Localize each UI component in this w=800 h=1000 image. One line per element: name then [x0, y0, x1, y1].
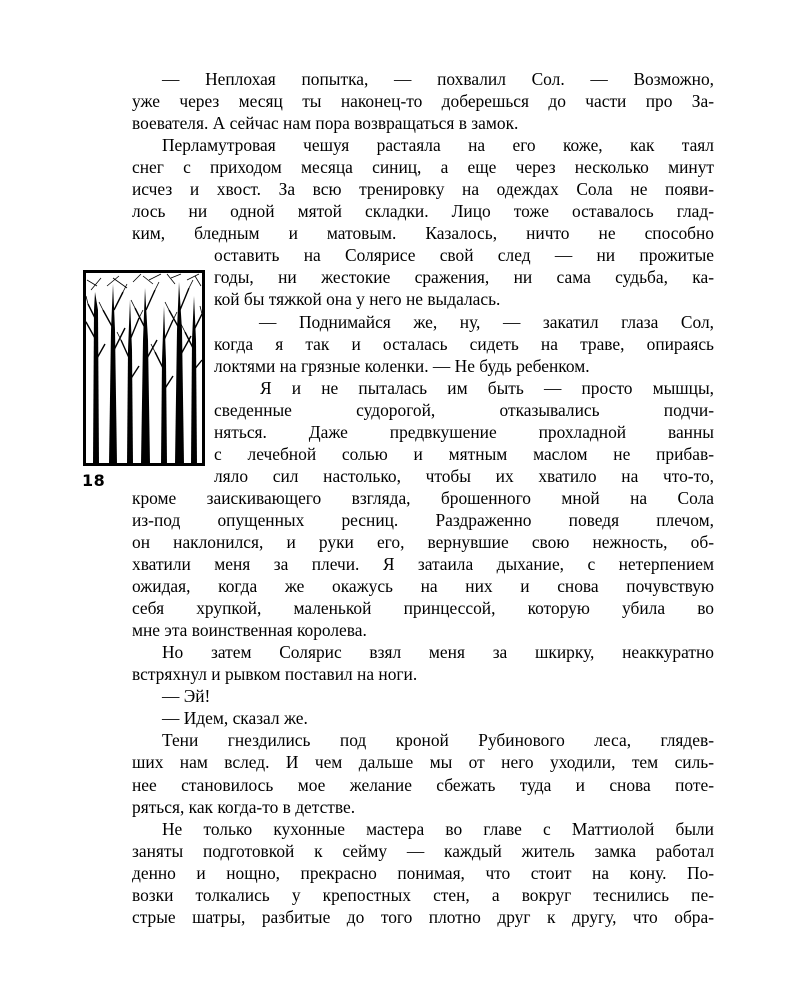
- text-line: годы, ни жестокие сражения, ни сама судьба, ка-: [214, 267, 714, 288]
- text-line: воевателя. А сейчас нам пора возвращаться в замок.: [132, 113, 519, 134]
- text-line: нее становилось мое желание сбежать туда и снова поте-: [132, 774, 714, 795]
- text-line: стрые шатры, разбитые до того плотно друг к другу, что обра-: [132, 906, 714, 927]
- text-line: встряхнул и рывком поставил на ноги.: [132, 664, 418, 685]
- text-line: возки толкались у крепостных стен, а вокруг теснились пе-: [132, 884, 714, 905]
- text-line: ким, бледным и матовым. Казалось, ничто не способно: [132, 223, 714, 244]
- text-line: оставить на Солярисе свой след — ни прожитые: [214, 245, 714, 266]
- text-line: ляло сил настолько, чтобы их хватило на что-то,: [214, 465, 714, 486]
- text-line: Но затем Солярис взял меня за шкирку, неаккуратно: [162, 642, 714, 663]
- text-line: уже через месяц ты наконец-то доберешься до части про За-: [132, 91, 714, 112]
- text-line: — Идем, сказал же.: [162, 708, 308, 729]
- text-line: когда я так и осталась сидеть на траве, опираясь: [214, 333, 714, 354]
- text-line: денно и нощно, прекрасно понимая, что стоит на кону. По-: [132, 862, 714, 883]
- text-line: — Неплохая попытка, — похвалил Сол. — Возможно,: [162, 69, 714, 89]
- page-number: 18: [82, 471, 106, 490]
- text-line: ряться, как когда-то в детстве.: [132, 796, 356, 817]
- text-line: сведенные судорогой, отказывались подчи-: [214, 399, 714, 420]
- text-line: кой бы тяжкой она у него не выдалась.: [214, 289, 501, 310]
- text-line: ших нам вслед. И чем дальше мы от него уходили, тем силь-: [132, 752, 714, 773]
- text-line: локтями на грязные коленки. — Не будь ребенком.: [214, 355, 590, 376]
- text-line: из-под опущенных ресниц. Раздраженно поведя плечом,: [132, 509, 714, 530]
- text-line: себя хрупкой, маленькой принцессой, которую убила во: [132, 598, 714, 619]
- text-line: заняты подготовкой к сейму — каждый житель замка работал: [132, 840, 714, 861]
- text-line: няться. Даже предвкушение прохладной ванны: [214, 421, 714, 442]
- text-line: кроме заискивающего взгляда, брошенного мной на Сола: [132, 487, 714, 508]
- text-line: Не только кухонные мастера во главе с Маттиолой были: [162, 818, 714, 839]
- text-line: Перламутровая чешуя растаяла на его коже, как таял: [162, 135, 714, 156]
- text-line: исчез и хвост. За всю тренировку на одеждах Сола не появи-: [132, 179, 714, 200]
- body-text: [132, 68, 714, 928]
- text-line: Я и не пыталась им быть — просто мышцы,: [260, 377, 714, 398]
- text-line: — Поднимайся же, ну, — закатил глаза Сол,: [259, 311, 714, 332]
- text-line: ожидая, когда же окажусь на них и снова почувствую: [132, 576, 714, 597]
- text-line: с лечебной солью и мятным маслом не прибав-: [214, 443, 714, 464]
- text-line: хватили меня за плечи. Я затаила дыхание, с нетерпением: [132, 554, 714, 575]
- text-line: мне эта воинственная королева.: [132, 620, 367, 641]
- text-line: Тени гнездились под кроной Рубинового леса, глядев-: [162, 730, 714, 751]
- text-line: он наклонился, и руки его, вернувшие свою нежность, об-: [132, 531, 714, 552]
- text-line: лось ни одной мятой складки. Лицо тоже оставалось глад-: [132, 201, 714, 222]
- text-line: снег с приходом месяца синиц, а еще через несколько минут: [132, 157, 714, 178]
- text-line: — Эй!: [162, 686, 211, 707]
